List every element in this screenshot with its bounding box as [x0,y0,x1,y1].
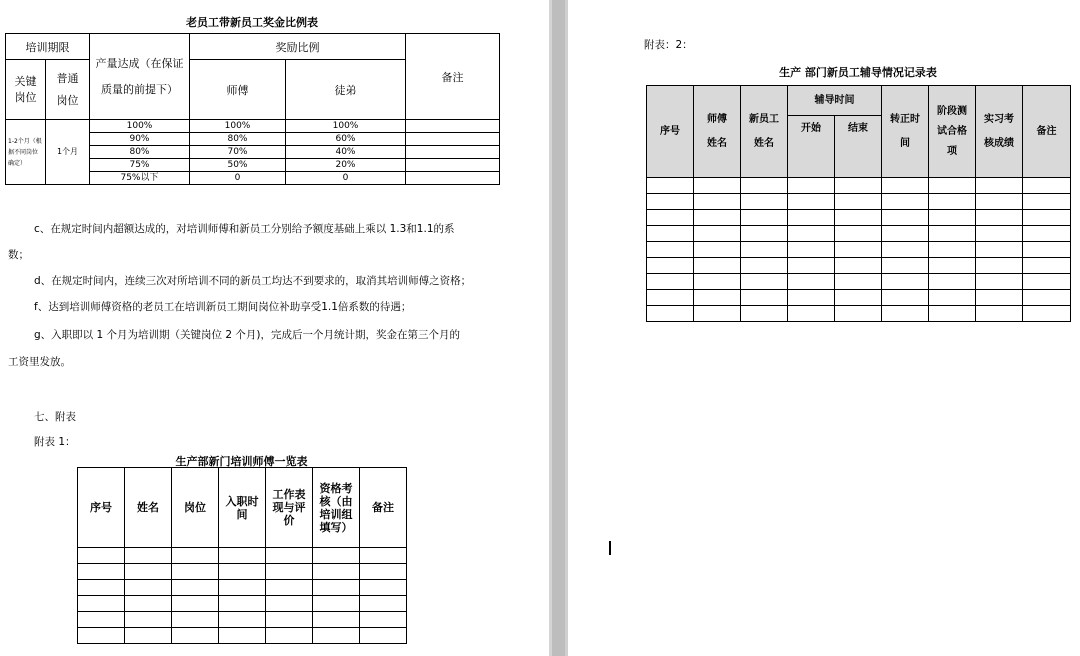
table-cell [882,194,929,210]
table-cell [741,242,788,258]
table-cell [788,242,835,258]
table-cell [647,290,694,306]
table-cell [313,564,360,580]
table-cell [694,194,741,210]
page-edge [549,0,552,656]
header-seq: 序号 [647,86,694,178]
table-cell [882,210,929,226]
paragraph-g: g、入职即以 1 个月为培训期（关键岗位 2 个月)，完成后一个月统计期，奖金在第三个月的 [34,329,460,341]
table-cell [788,306,835,322]
table-cell [929,242,976,258]
row-master: 80% [190,133,286,146]
table-cell [882,258,929,274]
table-cell [929,210,976,226]
table-cell [125,612,172,628]
table-cell [835,242,882,258]
table-cell [172,628,219,644]
row-output: 75%以下 [90,172,190,185]
table-cell [694,178,741,194]
table-cell [741,290,788,306]
header-stage-test: 阶段测试合格项 [929,86,976,178]
table-cell [976,194,1023,210]
appendix2-label: 附表：2： [644,39,693,51]
table-cell [882,306,929,322]
table-cell [78,580,125,596]
table-cell [647,274,694,290]
row-remarks [406,120,500,133]
table-cell [741,258,788,274]
table-cell [78,628,125,644]
header-end: 结束 [835,116,882,178]
header-performance: 工作表现与评价 [266,468,313,548]
table-cell [360,612,407,628]
table-cell [882,178,929,194]
header-qualification: 资格考核（由培训组填写） [313,468,360,548]
table-cell [313,548,360,564]
table-cell [976,226,1023,242]
header-apprentice: 徒弟 [286,60,406,120]
coaching-record-table [646,85,1071,322]
table-cell [1023,274,1071,290]
table-cell [1023,194,1071,210]
paragraph-c: c、在规定时间内超额达成的，对培训师傅和新员工分别给予额度基础上乘以 1.3和1.1的系 [34,223,455,235]
table-cell [882,274,929,290]
row-output: 90% [90,133,190,146]
header-normal-position: 普通岗位 [46,60,90,120]
table-cell [219,548,266,564]
table-cell [788,226,835,242]
header-master-name: 师傅姓名 [694,86,741,178]
table-cell [360,628,407,644]
table-cell [929,194,976,210]
table-cell [694,290,741,306]
table-cell [788,258,835,274]
header-name: 姓名 [125,468,172,548]
table-cell [929,306,976,322]
page-gap [549,0,568,656]
table-cell [125,548,172,564]
table-cell [788,274,835,290]
table-cell [219,580,266,596]
table-cell [1023,226,1071,242]
table-cell [219,628,266,644]
table2-title: 生产部新门培训师傅一览表 [175,455,308,468]
table-cell [741,226,788,242]
header-reward-ratio: 奖励比例 [190,34,406,60]
paragraph-g-cont: 工资里发放。 [8,356,71,368]
table-cell [172,596,219,612]
table-cell [882,290,929,306]
table-cell [313,596,360,612]
table-cell [647,178,694,194]
table-cell [694,306,741,322]
header-regular-time: 转正时间 [882,86,929,178]
table-cell [219,564,266,580]
document-page-right[interactable] [568,0,1080,656]
table-cell [313,580,360,596]
table-cell [694,258,741,274]
table-cell [647,306,694,322]
paragraph-c-cont: 数； [8,249,29,261]
key-period-note: 1-2个月（根据不同岗位确定） [6,120,46,185]
table-cell [219,596,266,612]
table-cell [788,178,835,194]
table-cell [976,210,1023,226]
table3-title: 生产 部门新员工辅导情况记录表 [779,66,937,79]
paragraph-f: f、达到培训师傅资格的老员工在培训新员工期间岗位补助享受1.1倍系数的待遇； [34,301,412,313]
table-cell [694,274,741,290]
table-cell [741,178,788,194]
paragraph-d: d、在规定时间内，连续三次对所培训不同的新员工均达不到要求的，取消其培训师傅之资格； [34,275,472,287]
table-cell [313,612,360,628]
row-master: 0 [190,172,286,185]
table-cell [125,628,172,644]
table-cell [360,564,407,580]
header-position: 岗位 [172,468,219,548]
table-cell [835,306,882,322]
table-cell [835,194,882,210]
table-cell [266,628,313,644]
header-remarks: 备注 [406,34,500,120]
header-training-period: 培训期限 [6,34,90,60]
table-cell [78,548,125,564]
table-cell [835,226,882,242]
table-cell [125,580,172,596]
row-remarks [406,172,500,185]
table-cell [929,258,976,274]
table-cell [266,596,313,612]
table-cell [788,290,835,306]
table-cell [266,612,313,628]
table-cell [172,564,219,580]
header-master: 师傅 [190,60,286,120]
table-cell [976,290,1023,306]
row-apprentice: 60% [286,133,406,146]
bonus-ratio-table [5,33,500,185]
table-cell [976,306,1023,322]
table-cell [172,548,219,564]
table-cell [835,290,882,306]
table-cell [647,226,694,242]
header-seq: 序号 [78,468,125,548]
table-cell [1023,258,1071,274]
table-cell [694,226,741,242]
table-cell [929,290,976,306]
table-cell [788,194,835,210]
table-cell [1023,306,1071,322]
table-cell [78,612,125,628]
table-cell [125,596,172,612]
table-cell [835,274,882,290]
table1-title: 老员工带新员工奖金比例表 [186,16,318,29]
table-cell [835,178,882,194]
table-cell [976,258,1023,274]
table-cell [313,628,360,644]
table-cell [647,194,694,210]
table-cell [788,210,835,226]
section-heading: 七、附表 [34,411,76,423]
header-new-employee-name: 新员工姓名 [741,86,788,178]
table-cell [929,226,976,242]
table-cell [1023,242,1071,258]
table-cell [266,580,313,596]
table-cell [835,210,882,226]
row-master: 70% [190,146,286,159]
header-output: 产量达成（在保证质量的前提下） [90,34,190,120]
table-cell [1023,290,1071,306]
header-hire-date: 入职时间 [219,468,266,548]
table-cell [929,178,976,194]
row-apprentice: 100% [286,120,406,133]
table-cell [882,242,929,258]
table-cell [360,548,407,564]
table-cell [976,178,1023,194]
table-cell [741,306,788,322]
table-cell [741,194,788,210]
table-cell [219,612,266,628]
row-output: 100% [90,120,190,133]
row-output: 80% [90,146,190,159]
table-cell [976,274,1023,290]
text-cursor [609,541,611,555]
row-remarks [406,159,500,172]
table-cell [882,226,929,242]
header-start: 开始 [788,116,835,178]
table-cell [172,580,219,596]
row-apprentice: 20% [286,159,406,172]
table-cell [78,596,125,612]
table-cell [266,564,313,580]
row-master: 50% [190,159,286,172]
table-cell [266,548,313,564]
table-cell [1023,178,1071,194]
table-cell [360,580,407,596]
row-master: 100% [190,120,286,133]
table-cell [741,274,788,290]
table-cell [647,210,694,226]
table-cell [1023,210,1071,226]
table-cell [741,210,788,226]
row-apprentice: 40% [286,146,406,159]
table-cell [78,564,125,580]
table-cell [125,564,172,580]
table-cell [694,210,741,226]
table-cell [694,242,741,258]
normal-period: 1个月 [46,120,90,185]
header-remarks: 备注 [1023,86,1071,178]
table-cell [976,242,1023,258]
table-cell [835,258,882,274]
row-apprentice: 0 [286,172,406,185]
table-cell [647,242,694,258]
table-cell [172,612,219,628]
table-cell [360,596,407,612]
trainer-list-table [77,467,407,644]
row-output: 75% [90,159,190,172]
appendix1-label: 附表 1： [34,436,76,448]
header-intern-result: 实习考核成绩 [976,86,1023,178]
header-key-position: 关键岗位 [6,60,46,120]
header-coach-time: 辅导时间 [788,86,882,116]
table-cell [647,258,694,274]
table-cell [929,274,976,290]
header-remarks: 备注 [360,468,407,548]
row-remarks [406,146,500,159]
row-remarks [406,133,500,146]
